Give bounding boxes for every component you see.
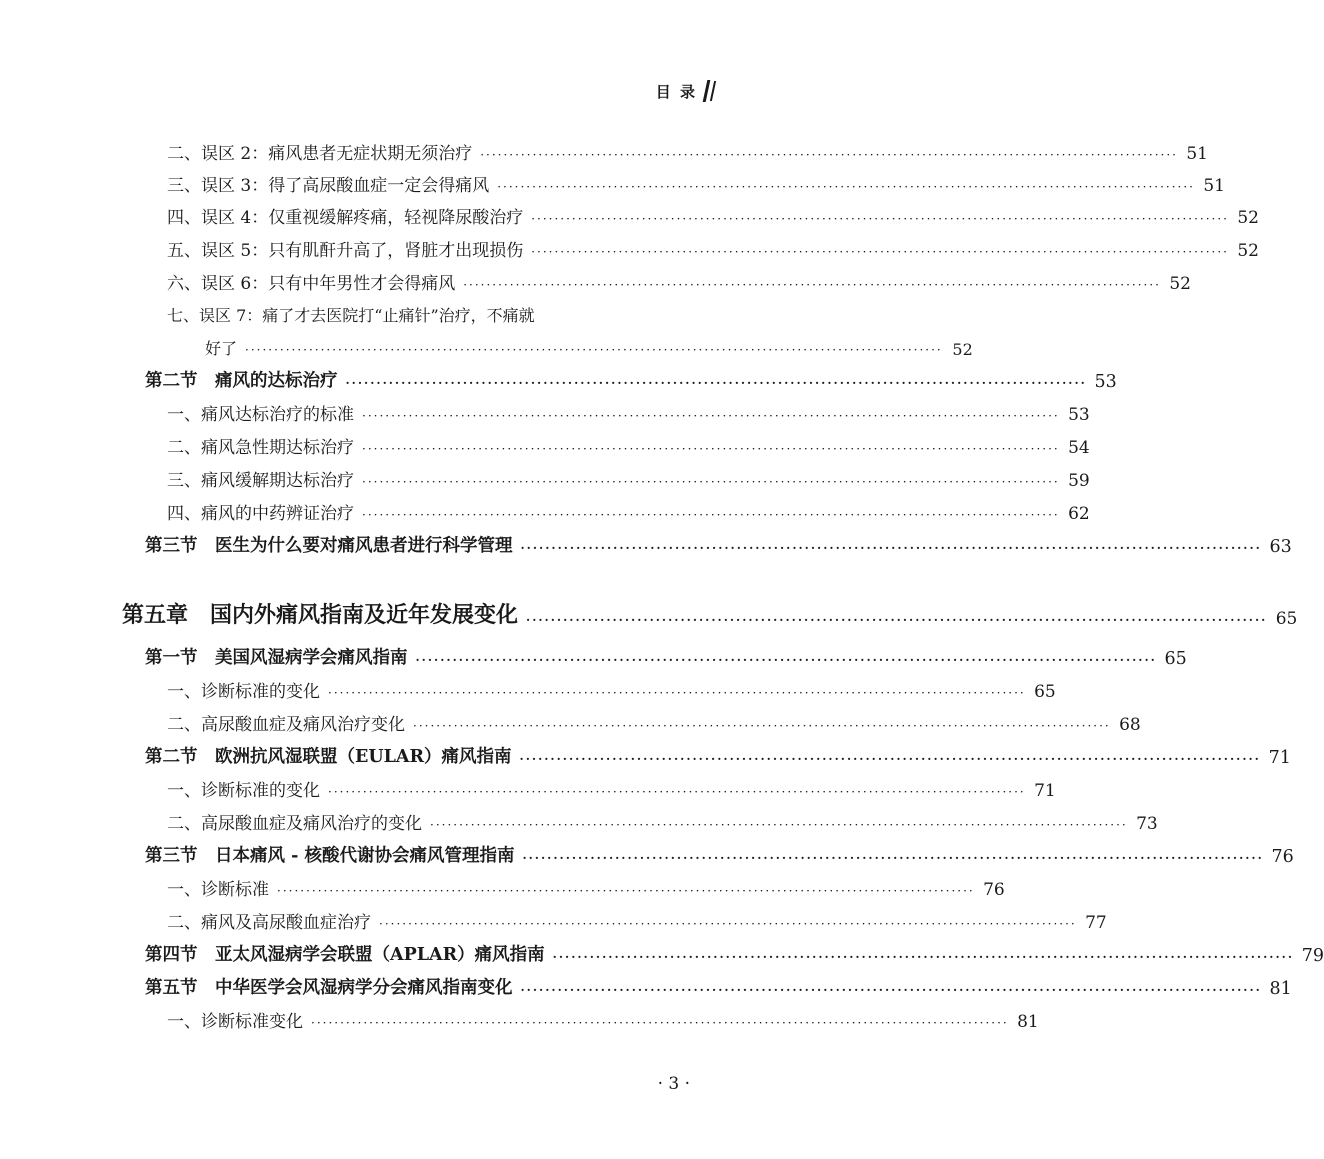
toc-entry-title: 第三节 医生为什么要对痛风患者进行科学管理	[145, 536, 513, 556]
toc-page-number: 53	[1094, 372, 1117, 392]
toc-entry-title: 五、误区 5：只有肌酐升高了，肾脏才出现损伤	[167, 241, 524, 261]
toc-entry-title: 第二节 欧洲抗风湿联盟（EULAR）痛风指南	[145, 747, 512, 767]
dot-leader: ························································································································	[362, 508, 1060, 522]
header-rule-mark-thin	[710, 81, 716, 101]
toc-entry	[167, 170, 1225, 196]
toc-page-number: 81	[1017, 1012, 1039, 1032]
toc-page-number: 79	[1301, 946, 1324, 966]
dot-leader: ························································································································	[362, 442, 1060, 456]
dot-leader: ························································································································	[522, 851, 1264, 865]
dot-leader: ························································································································	[520, 541, 1262, 555]
toc-entry-title: 一、诊断标准的变化	[167, 682, 320, 702]
toc-entry-title: 一、诊断标准的变化	[167, 781, 320, 801]
toc-entry-title: 四、痛风的中药辨证治疗	[167, 504, 354, 524]
toc-entry	[167, 268, 1191, 294]
toc-page-number: 71	[1268, 748, 1291, 768]
toc-page-number: 51	[1203, 176, 1225, 196]
toc-section	[145, 742, 1291, 768]
toc-page-number: 65	[1164, 649, 1187, 669]
toc-page-number: 73	[1136, 814, 1158, 834]
toc-section	[145, 841, 1294, 867]
toc-page-number: 68	[1119, 715, 1141, 735]
toc-page-number: 76	[1271, 847, 1294, 867]
dot-leader: ························································································································	[531, 245, 1229, 259]
dot-leader: ························································································································	[277, 884, 975, 898]
dot-leader: ························································································································	[552, 950, 1294, 964]
dot-leader: ························································································································	[430, 818, 1128, 832]
toc-entry	[167, 775, 1056, 801]
dot-leader: ························································································································	[362, 409, 1060, 423]
toc-entry	[167, 1006, 1039, 1032]
toc-page-number: 52	[1169, 274, 1191, 294]
toc-section	[145, 940, 1324, 966]
toc-page-number: 52	[952, 340, 973, 359]
toc-entry	[167, 235, 1259, 261]
toc-entry-title: 第四节 亚太风湿病学会联盟（APLAR）痛风指南	[145, 945, 545, 965]
toc-entry-title: 三、误区 3：得了高尿酸血症一定会得痛风	[167, 176, 490, 196]
toc-entry-title: 二、高尿酸血症及痛风治疗的变化	[167, 814, 422, 834]
toc-page-number: 76	[983, 880, 1005, 900]
toc-page-number: 52	[1237, 241, 1259, 261]
toc-page-number: 52	[1237, 208, 1259, 228]
toc-page-number: 81	[1269, 979, 1292, 999]
toc-page-number: 71	[1034, 781, 1056, 801]
toc-page-number: 65	[1034, 682, 1056, 702]
toc-entry	[167, 465, 1090, 491]
toc-entry-title: 第五章 国内外痛风指南及近年发展变化	[122, 602, 519, 628]
dot-leader: ························································································································	[345, 376, 1087, 390]
toc-section	[145, 366, 1117, 392]
toc-entry-title: 第五节 中华医学会风湿病学分会痛风指南变化	[145, 978, 513, 998]
toc-entry	[167, 808, 1158, 834]
dot-leader: ························································································································	[497, 180, 1195, 194]
toc-entry-title: 三、痛风缓解期达标治疗	[167, 471, 354, 491]
toc-entry-title: 第一节 美国风湿病学会痛风指南	[145, 648, 408, 668]
toc-entry-title: 二、误区 2：痛风患者无症状期无须治疗	[167, 144, 473, 164]
dot-leader: ························································································································	[463, 278, 1161, 292]
toc-chapter	[122, 597, 1298, 629]
toc-entry	[167, 432, 1090, 458]
toc-entry-title: 一、诊断标准变化	[167, 1012, 303, 1032]
toc-entry-title: 六、误区 6：只有中年男性才会得痛风	[167, 274, 456, 294]
dot-leader: ························································································································	[379, 917, 1077, 931]
toc-entry	[167, 399, 1090, 425]
toc-entry-title: 四、误区 4：仅重视缓解疼痛，轻视降尿酸治疗	[167, 208, 524, 228]
toc-entry-title: 第二节 痛风的达标治疗	[145, 371, 338, 391]
toc-entry-title: 好了	[205, 339, 238, 358]
toc-page-number: 62	[1068, 504, 1090, 524]
toc-page-number: 59	[1068, 471, 1090, 491]
toc-section	[145, 531, 1292, 557]
dot-leader: ························································································································	[526, 613, 1268, 627]
toc-entry	[167, 138, 1208, 164]
dot-leader: ························································································································	[328, 785, 1026, 799]
toc-entry	[167, 498, 1090, 524]
toc-entry	[167, 202, 1259, 228]
toc-entry-title: 一、诊断标准	[167, 880, 269, 900]
header-title: 目 录	[655, 82, 697, 101]
dot-leader: ························································································································	[480, 148, 1178, 162]
toc-section	[145, 643, 1187, 669]
toc-entry	[167, 709, 1141, 735]
dot-leader: ························································································································	[415, 653, 1157, 667]
dot-leader: ························································································································	[362, 475, 1060, 489]
toc-entry	[167, 874, 1005, 900]
toc-entry	[167, 676, 1056, 702]
toc-entry-title: 二、高尿酸血症及痛风治疗变化	[167, 715, 405, 735]
toc-page-number: 77	[1085, 913, 1107, 933]
toc-entry-title: 二、痛风及高尿酸血症治疗	[167, 913, 371, 933]
toc-page-number: 63	[1269, 537, 1292, 557]
toc-entry	[167, 300, 690, 326]
toc-page-number: 53	[1068, 405, 1090, 425]
toc-entry	[167, 907, 1107, 933]
page-number: · 3 ·	[657, 1074, 690, 1094]
dot-leader: ························································································································	[245, 343, 943, 357]
toc-page-number: 65	[1275, 609, 1298, 629]
toc-entry-title: 一、痛风达标治疗的标准	[167, 405, 354, 425]
dot-leader: ························································································································	[311, 1016, 1009, 1030]
toc-entry	[205, 333, 973, 359]
running-header	[656, 80, 714, 102]
toc-entry-title: 七、误区 7：痛了才去医院打“止痛针”治疗，不痛就	[167, 306, 535, 325]
dot-leader: ························································································································	[328, 686, 1026, 700]
dot-leader: ························································································································	[519, 752, 1261, 766]
toc-section	[145, 973, 1292, 999]
dot-leader: ························································································································	[520, 983, 1262, 997]
toc-entry-title: 二、痛风急性期达标治疗	[167, 438, 354, 458]
toc-page-number: 51	[1186, 144, 1208, 164]
toc-page-number: 54	[1068, 438, 1090, 458]
toc-entry-title: 第三节 日本痛风 - 核酸代谢协会痛风管理指南	[145, 846, 515, 866]
dot-leader: ························································································································	[531, 212, 1229, 226]
dot-leader: ························································································································	[413, 719, 1111, 733]
